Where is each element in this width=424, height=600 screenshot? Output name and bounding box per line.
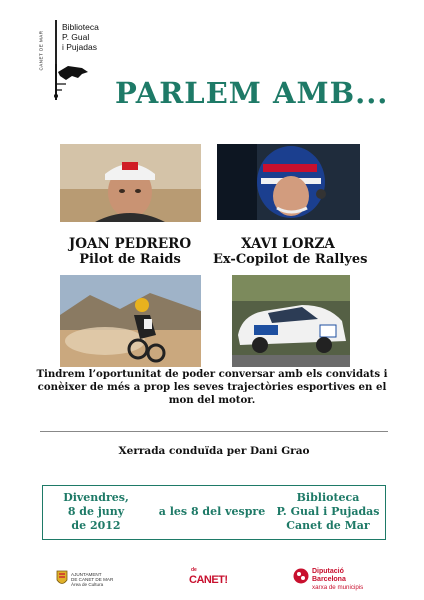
ajuntament-logo-text [71,572,113,588]
place-line-1: Biblioteca [296,491,360,504]
date-line-1: Divendres, [63,491,129,504]
library-logo-text [62,22,99,52]
place-line-2: P. Gual i Pujadas [276,505,380,518]
photo-joan-pedrero-portrait [60,144,201,222]
divider [40,431,388,432]
event-time: a les 8 del vespre [158,505,266,518]
canet-logo-small: de [191,567,197,573]
diputacio-line-1: Diputació [312,568,344,575]
canet-logo: CANET! [189,574,228,586]
date-line-3: de 2012 [71,519,121,532]
guest-name-1: JOAN PEDRERO [68,236,192,252]
intro-paragraph: Tindrem l’oportunitat de poder conversar amb els convidats i conèixer de més a prop les seves trajectòries esportives en el mon del motor. [36,368,388,406]
event-place [273,491,383,533]
guest-name-2: XAVI LORZA [241,236,335,252]
photo-xavi-lorza-portrait [217,144,360,220]
date-line-2: 8 de juny [67,505,125,518]
place-line-3: Canet de Mar [286,519,370,532]
ajuntament-line-2: DE CANET DE MAR [71,577,114,583]
guest-role-2: Ex-Copilot de Rallyes [213,252,368,267]
event-info-box [42,485,386,540]
event-date [51,491,141,533]
guest-role-1: Pilot de Raids [79,252,181,267]
ajuntament-shield-icon [56,570,68,588]
diputacio-logo-text [312,568,346,583]
diputacio-line-2: Barcelona [312,575,346,583]
diputacio-logo-icon [293,568,309,584]
logo-vertical-text: CANET DE MAR [38,30,44,71]
ajuntament-line-3: Àrea de Cultura [71,582,104,588]
logo-line-3: i Pujadas [62,42,97,52]
photo-motorbike-rally [60,275,201,367]
page-title: PARLEM AMB... [115,76,389,110]
moderator-line: Xerrada conduïda per Dani Grao [118,445,310,457]
ajuntament-line-1: AJUNTAMENT [71,572,102,577]
diputacio-subtitle: xarxa de municipis [312,584,364,591]
weathervane-icon [52,62,92,102]
logo-line-2: P. Gual [62,32,90,42]
logo-line-1: Biblioteca [62,22,99,32]
photo-rally-car [232,275,350,367]
